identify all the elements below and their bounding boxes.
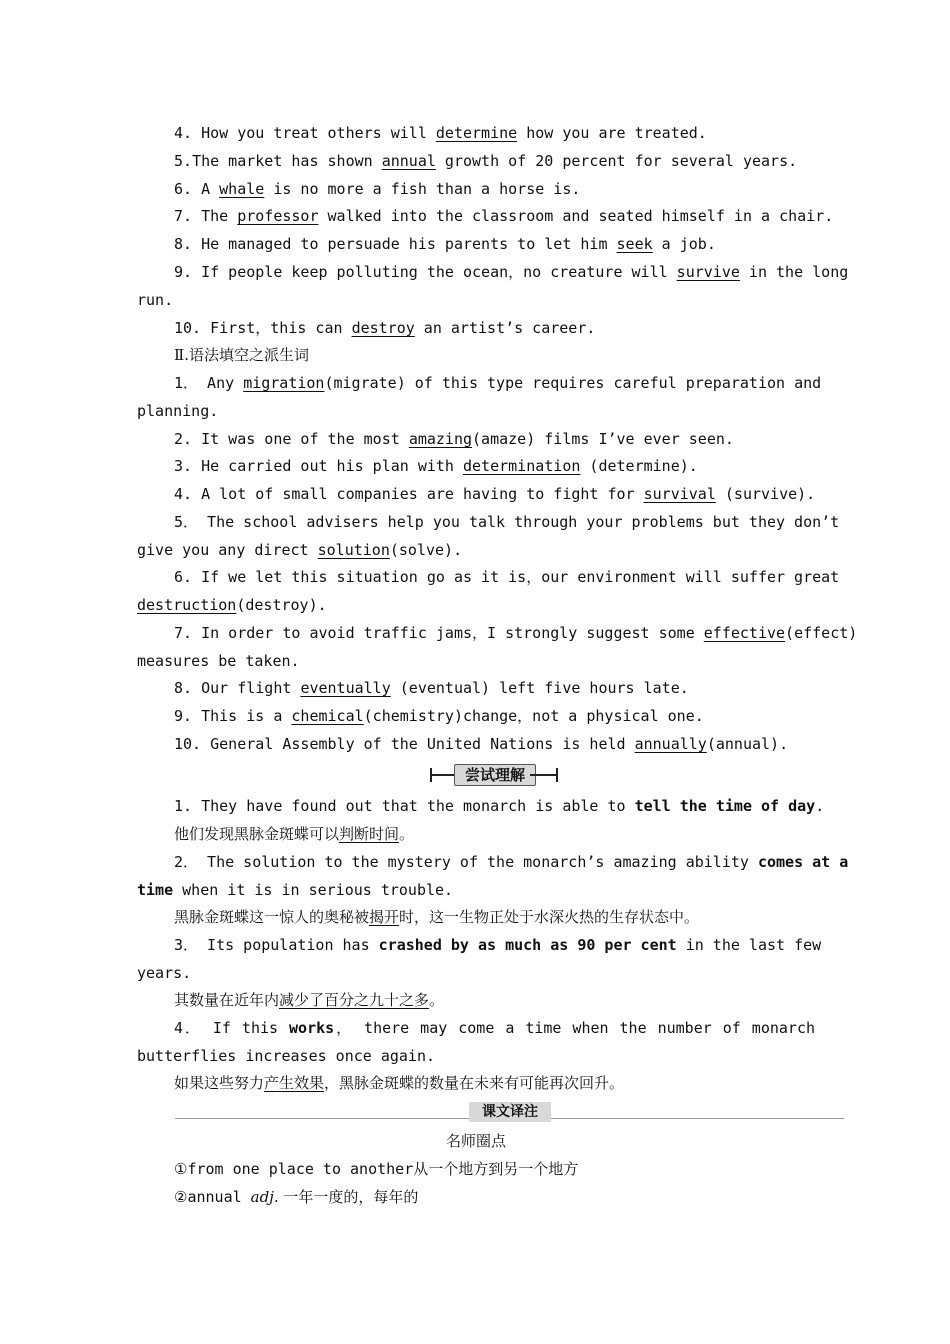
key-phrase: crashed by as much as 90 per cent <box>378 936 677 954</box>
try-translation-4: 如果这些努力产生效果，黑脉金斑蝶的数量在未来有可能再次回升。 <box>174 1074 625 1092</box>
grammar-item-3: 3. He carried out his plan with determination (determine). <box>174 457 698 475</box>
vocab-item-6: 6. A whale is no more a fish than a horse is. <box>174 180 581 198</box>
grammar-item-5: 5． The school advisers help you talk through your problems but they don’t <box>174 513 840 531</box>
try-translation-2: 黑脉金斑蝶这一惊人的奥秘被揭开时，这一生物正处于水深火热的生存状态中。 <box>174 908 700 926</box>
grammar-heading: Ⅱ.语法填空之派生词 <box>174 346 309 364</box>
answer: seek <box>616 235 653 253</box>
answer: survival <box>643 485 716 503</box>
try-translation-1: 他们发现黑脉金斑蝶可以判断时间。 <box>174 825 415 843</box>
answer: destruction <box>137 596 237 614</box>
section-badge-label: 尝试理解 <box>454 764 536 786</box>
grammar-item-7-cont: measures be taken. <box>137 652 300 670</box>
grammar-item-4: 4. A lot of small companies are having to fight for survival (survive). <box>174 485 816 503</box>
grammar-item-6-cont: destruction(destroy). <box>137 596 327 614</box>
vocab-item-10: 10. First，this can destroy an artist’s career. <box>174 319 596 337</box>
vocab-item-4: 4. How you treat others will determine how you are treated. <box>174 124 707 142</box>
try-sentence-3: 3． Its population has crashed by as much as 90 per cent in the last few <box>174 936 822 954</box>
answer: whale <box>219 180 265 198</box>
answer: professor <box>237 207 319 225</box>
answer: survive <box>676 263 740 281</box>
answer: chemical <box>291 707 364 725</box>
notes-title: 名师圈点 <box>445 1132 506 1150</box>
vocab-item-8: 8. He managed to persuade his parents to let him seek a job. <box>174 235 716 253</box>
grammar-item-6: 6. If we let this situation go as it is，our environment will suffer great <box>174 568 840 586</box>
try-translation-3: 其数量在近年内减少了百分之九十之多。 <box>174 991 445 1009</box>
try-sentence-4: 4． If this works， there may come a time when the number of monarch <box>174 1019 816 1037</box>
translation-key: 产生效果 <box>264 1074 325 1092</box>
note-item-1: ①from one place to another从一个地方到另一个地方 <box>174 1160 579 1178</box>
answer: eventually <box>300 679 391 697</box>
key-phrase: time <box>137 881 174 899</box>
try-sentence-4-cont: butterflies increases once again. <box>137 1047 436 1065</box>
answer: annual <box>381 152 436 170</box>
section-divider-label: 课文译注 <box>469 1102 551 1122</box>
try-sentence-1: 1. They have found out that the monarch is able to tell the time of day. <box>174 797 825 815</box>
answer: destroy <box>351 319 415 337</box>
vocab-item-7: 7. The professor walked into the classroom and seated himself in a chair. <box>174 207 834 225</box>
translation-key: 减少了百分之九十之多 <box>279 991 430 1009</box>
vocab-item-5: 5.The market has shown annual growth of 20 percent for several years. <box>174 152 798 170</box>
answer: annually <box>634 735 707 753</box>
vocab-item-9: 9. If people keep polluting the ocean，no creature will survive in the long <box>174 263 849 281</box>
section-badge-try <box>430 764 558 786</box>
key-phrase: comes at a <box>757 853 849 871</box>
grammar-item-1: 1． Any migration(migrate) of this type requires careful preparation and <box>174 374 822 392</box>
grammar-item-2: 2. It was one of the most amazing(amaze) films I’ve ever seen. <box>174 430 734 448</box>
vocab-item-9-cont: run. <box>137 291 174 309</box>
try-sentence-3-cont: years. <box>137 964 192 982</box>
badge-rule-right <box>530 774 558 776</box>
try-sentence-2-cont: time when it is in serious trouble. <box>137 881 454 899</box>
grammar-item-5-cont: give you any direct solution(solve). <box>137 541 463 559</box>
grammar-item-10: 10. General Assembly of the United Nations is held annually(annual). <box>174 735 789 753</box>
translation-key: 揭开 <box>369 908 400 926</box>
answer: determine <box>435 124 518 142</box>
grammar-item-9: 9. This is a chemical(chemistry)change，not a physical one. <box>174 707 704 725</box>
answer: effective <box>703 624 786 642</box>
grammar-item-1-cont: planning. <box>137 402 219 420</box>
answer: determination <box>463 457 581 475</box>
answer: solution <box>317 541 390 559</box>
badge-rule-right <box>556 768 558 782</box>
answer: migration <box>243 374 325 392</box>
key-phrase: tell the time of day <box>634 797 816 815</box>
grammar-item-8: 8. Our flight eventually (eventual) left five hours late. <box>174 679 689 697</box>
grammar-item-7: 7. In order to avoid traffic jams，I strongly suggest some effective(effect) <box>174 624 858 642</box>
try-sentence-2: 2． The solution to the mystery of the monarch’s amazing ability comes at a <box>174 853 849 871</box>
key-phrase: works <box>289 1019 335 1037</box>
answer: amazing <box>408 430 473 448</box>
note-item-2: ②annual adj. 一年一度的，每年的 <box>174 1188 419 1206</box>
translation-key: 判断时间 <box>339 825 400 843</box>
